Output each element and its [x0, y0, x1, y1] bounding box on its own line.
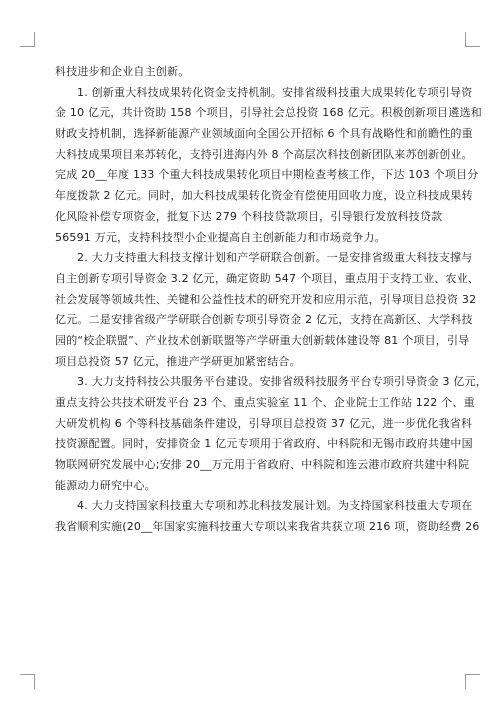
crop-mark-top-right — [465, 32, 480, 47]
text-line: 科技进步和企业自主创新。 — [55, 65, 190, 78]
text-line: 亿元。二是安排省级产学研联合创新专项引导资金 2 亿元，支持在高新区、大学科技 — [55, 313, 473, 327]
paragraph-1-first-line: 1. 创新重大科技成果转化资金支持机制。安排省级科技重大成果转化专项引导资 — [77, 85, 473, 99]
text-line: 重点支持公共技术研发平台 23 个、重点实验室 11 个、企业院士工作站 122 个、重 — [55, 396, 475, 409]
text-line: 能源动力研究中心。 — [55, 478, 156, 492]
text-line: 财政支持机制，选择新能源产业领域面向全国公开招标 6 个具有战略性和前瞻性的重 — [55, 127, 473, 141]
text-line: 自主创新专项引导资金 3.2 亿元，确定资助 547 个项目，重点用于支持工业、农业、 — [55, 271, 480, 285]
text-line: 园的“校企联盟”、产业技术创新联盟等产学研重大创新载体建设等 81 个项目，引导 — [55, 333, 470, 347]
text-line: 大科技成果项目来苏转化，支持引进海内外 8 个高层次科技创新团队来苏创新创业。 — [55, 147, 473, 161]
text-line: 物联网研究发展中心;安排 20__万元用于省政府、中科院和连云港市政府共建中科院 — [55, 458, 470, 472]
crop-mark-top-left — [20, 32, 35, 47]
crop-mark-bottom-right — [465, 674, 480, 689]
text-line: 我省顺利实施(20__年国家实施科技重大专项以来我省共获立项 216 项，资助经费 26 — [55, 520, 480, 534]
text-line: 项目总投资 57 亿元，推进产学研更加紧密结合。 — [55, 354, 301, 368]
paragraph-3-first-line: 3. 大力支持科技公共服务平台建设。安排省级科技服务平台专项引导资金 3 亿元， — [77, 375, 487, 389]
text-line: 金 10 亿元，共计资助 158 个项目，引导社会总投资 168 亿元。积极创新项目遴选和 — [55, 106, 482, 120]
text-line: 年度拨款 2 亿元。同时，加大科技成果转化资金有偿使用回收力度，设立科技成果转 — [55, 189, 473, 203]
text-line: 大研发机构 6 个等科技基础条件建设，引导项目总投资 37 亿元，进一步优化我省科 — [55, 416, 473, 430]
text-line: 56591 万元，支持科技型小企业提高自主创新能力和市场竞争力。 — [55, 230, 386, 244]
paragraph-4-first-line: 4. 大力支持国家科技重大专项和苏北科技发展计划。为支持国家科技重大专项在 — [77, 499, 473, 513]
crop-mark-bottom-left — [20, 674, 35, 689]
text-line: 技资源配置。同时，安排资金 1 亿元专项用于省政府、中科院和无锡市政府共建中国 — [55, 437, 473, 451]
paragraph-2-first-line: 2. 大力支持重大科技支撑计划和产学研联合创新。一是安排省级重大科技支撑与 — [77, 251, 473, 265]
text-line: 完成 20__年度 133 个重大科技成果转化项目中期检查考核工作，下达 103 个项目分 — [55, 168, 479, 182]
text-line: 化风险补偿专项资金，批复下达 279 个科技贷款项目，引导银行发放科技贷款 — [55, 209, 443, 223]
text-line: 社会发展等领域共性、关键和公益性技术的研究开发和应用示范，引导项目总投资 32 — [55, 292, 477, 306]
document-body — [55, 62, 487, 538]
